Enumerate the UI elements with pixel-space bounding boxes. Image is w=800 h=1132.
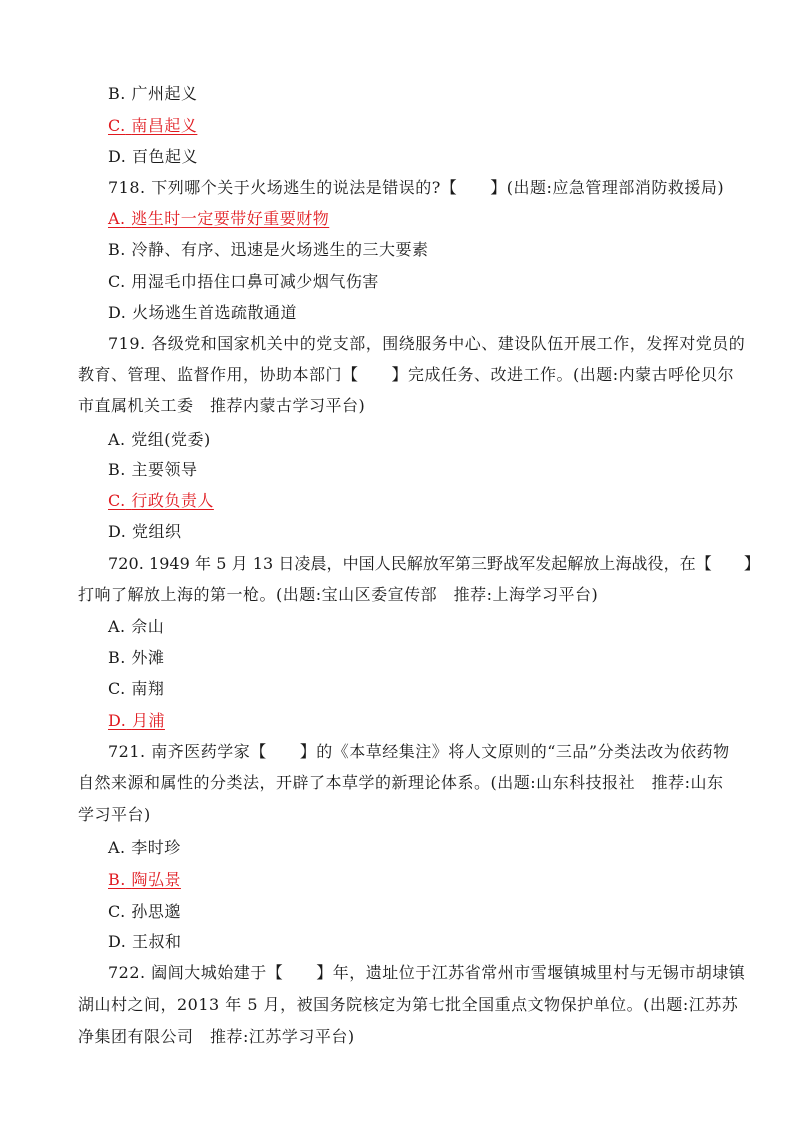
option-text: 王叔和 [131,932,182,951]
q720-option-a [108,617,164,637]
option-letter: D. [108,303,127,322]
q718-option-c [108,272,379,292]
q719-option-c-correct [108,491,214,511]
q717-option-c-correct [108,116,197,136]
option-text: 用湿毛巾捂住口鼻可减少烟气伤害 [131,272,379,291]
option-letter: B. [108,648,126,667]
option-text: 主要领导 [131,460,198,479]
q719-question-line-3: 市直属机关工委 推荐内蒙古学习平台) [78,396,366,415]
q721-option-c [108,902,181,922]
option-letter: C. [108,902,126,921]
q722-question-line-2: 湖山村之间，2013 年 5 月，被国务院核定为第七批全国重点文物保护单位。(出题:江苏苏 [78,995,739,1014]
q719-question-line-1: 719. 各级党和国家机关中的党支部，围绕服务中心、建设队伍开展工作，发挥对党员的 [108,334,746,353]
option-text: 李时珍 [131,838,181,857]
option-letter: C. [108,491,126,510]
q721-option-d [108,932,181,952]
q721-option-b-correct [108,870,181,890]
q722-question-line-1: 722. 阖闾大城始建于【 】年，遗址位于江苏省常州市雪堰镇城里村与无锡市胡埭镇 [108,963,746,982]
q718-option-d [108,303,297,323]
option-text: 行政负责人 [131,491,214,510]
option-letter: D. [108,522,127,541]
q721-question-line-2: 自然来源和属性的分类法，开辟了本草学的新理论体系。(出题:山东科技报社 推荐:山东 [78,773,724,792]
q720-question-line-2: 打响了解放上海的第一枪。(出题:宝山区委宣传部 推荐:上海学习平台) [78,585,599,604]
option-letter: B. [108,870,126,889]
q719-option-a [108,430,211,450]
option-letter: C. [108,679,126,698]
option-letter: A. [108,430,126,449]
q721-question-line-1: 721. 南齐医药学家【 】的《本草经集注》将人文原则的“三品”分类法改为依药物 [108,742,730,761]
q717-option-d [108,147,198,167]
option-text: 南昌起义 [131,116,198,135]
option-text: 党组(党委) [131,430,211,449]
q719-option-b [108,460,197,480]
option-letter: A. [108,617,126,636]
option-letter: C. [108,116,126,135]
option-letter: D. [108,711,127,730]
q718-question: 718. 下列哪个关于火场逃生的说法是错误的?【 】(出题:应急管理部消防救援局) [108,178,725,197]
option-text: 冷静、有序、迅速是火场逃生的三大要素 [131,240,429,259]
q718-option-a-correct [108,209,329,229]
q722-question-line-3: 净集团有限公司 推荐:江苏学习平台) [78,1027,355,1046]
q719-question-line-2: 教育、管理、监督作用，协助本部门【 】完成任务、改进工作。(出题:内蒙古呼伦贝尔 [78,365,735,384]
option-text: 南翔 [131,679,165,698]
option-text: 陶弘景 [131,870,181,889]
option-text: 佘山 [131,617,165,636]
option-letter: A. [108,209,126,228]
q721-question-line-3: 学习平台) [78,805,151,824]
option-letter: B. [108,460,126,479]
option-letter: C. [108,272,126,291]
option-letter: B. [108,240,126,259]
option-letter: B. [108,84,126,103]
option-text: 火场逃生首选疏散通道 [131,303,297,322]
q720-option-b [108,648,164,668]
q718-option-b [108,240,428,260]
option-text: 月浦 [131,711,165,730]
q720-question-line-1: 720. 1949 年 5 月 13 日凌晨，中国人民解放军第三野战军发起解放上海战役，在【 】 [108,554,760,573]
option-text: 党组织 [131,522,182,541]
option-letter: D. [108,932,127,951]
option-text: 孙思邈 [131,902,181,921]
option-letter: A. [108,838,126,857]
option-text: 外滩 [131,648,165,667]
q720-option-c [108,679,164,699]
option-text: 逃生时一定要带好重要财物 [131,209,330,228]
option-letter: D. [108,147,127,166]
q717-option-b [108,84,197,104]
q719-option-d [108,522,181,542]
q721-option-a [108,838,181,858]
option-text: 广州起义 [131,84,198,103]
option-text: 百色起义 [131,147,198,166]
q720-option-d-correct [108,711,165,731]
